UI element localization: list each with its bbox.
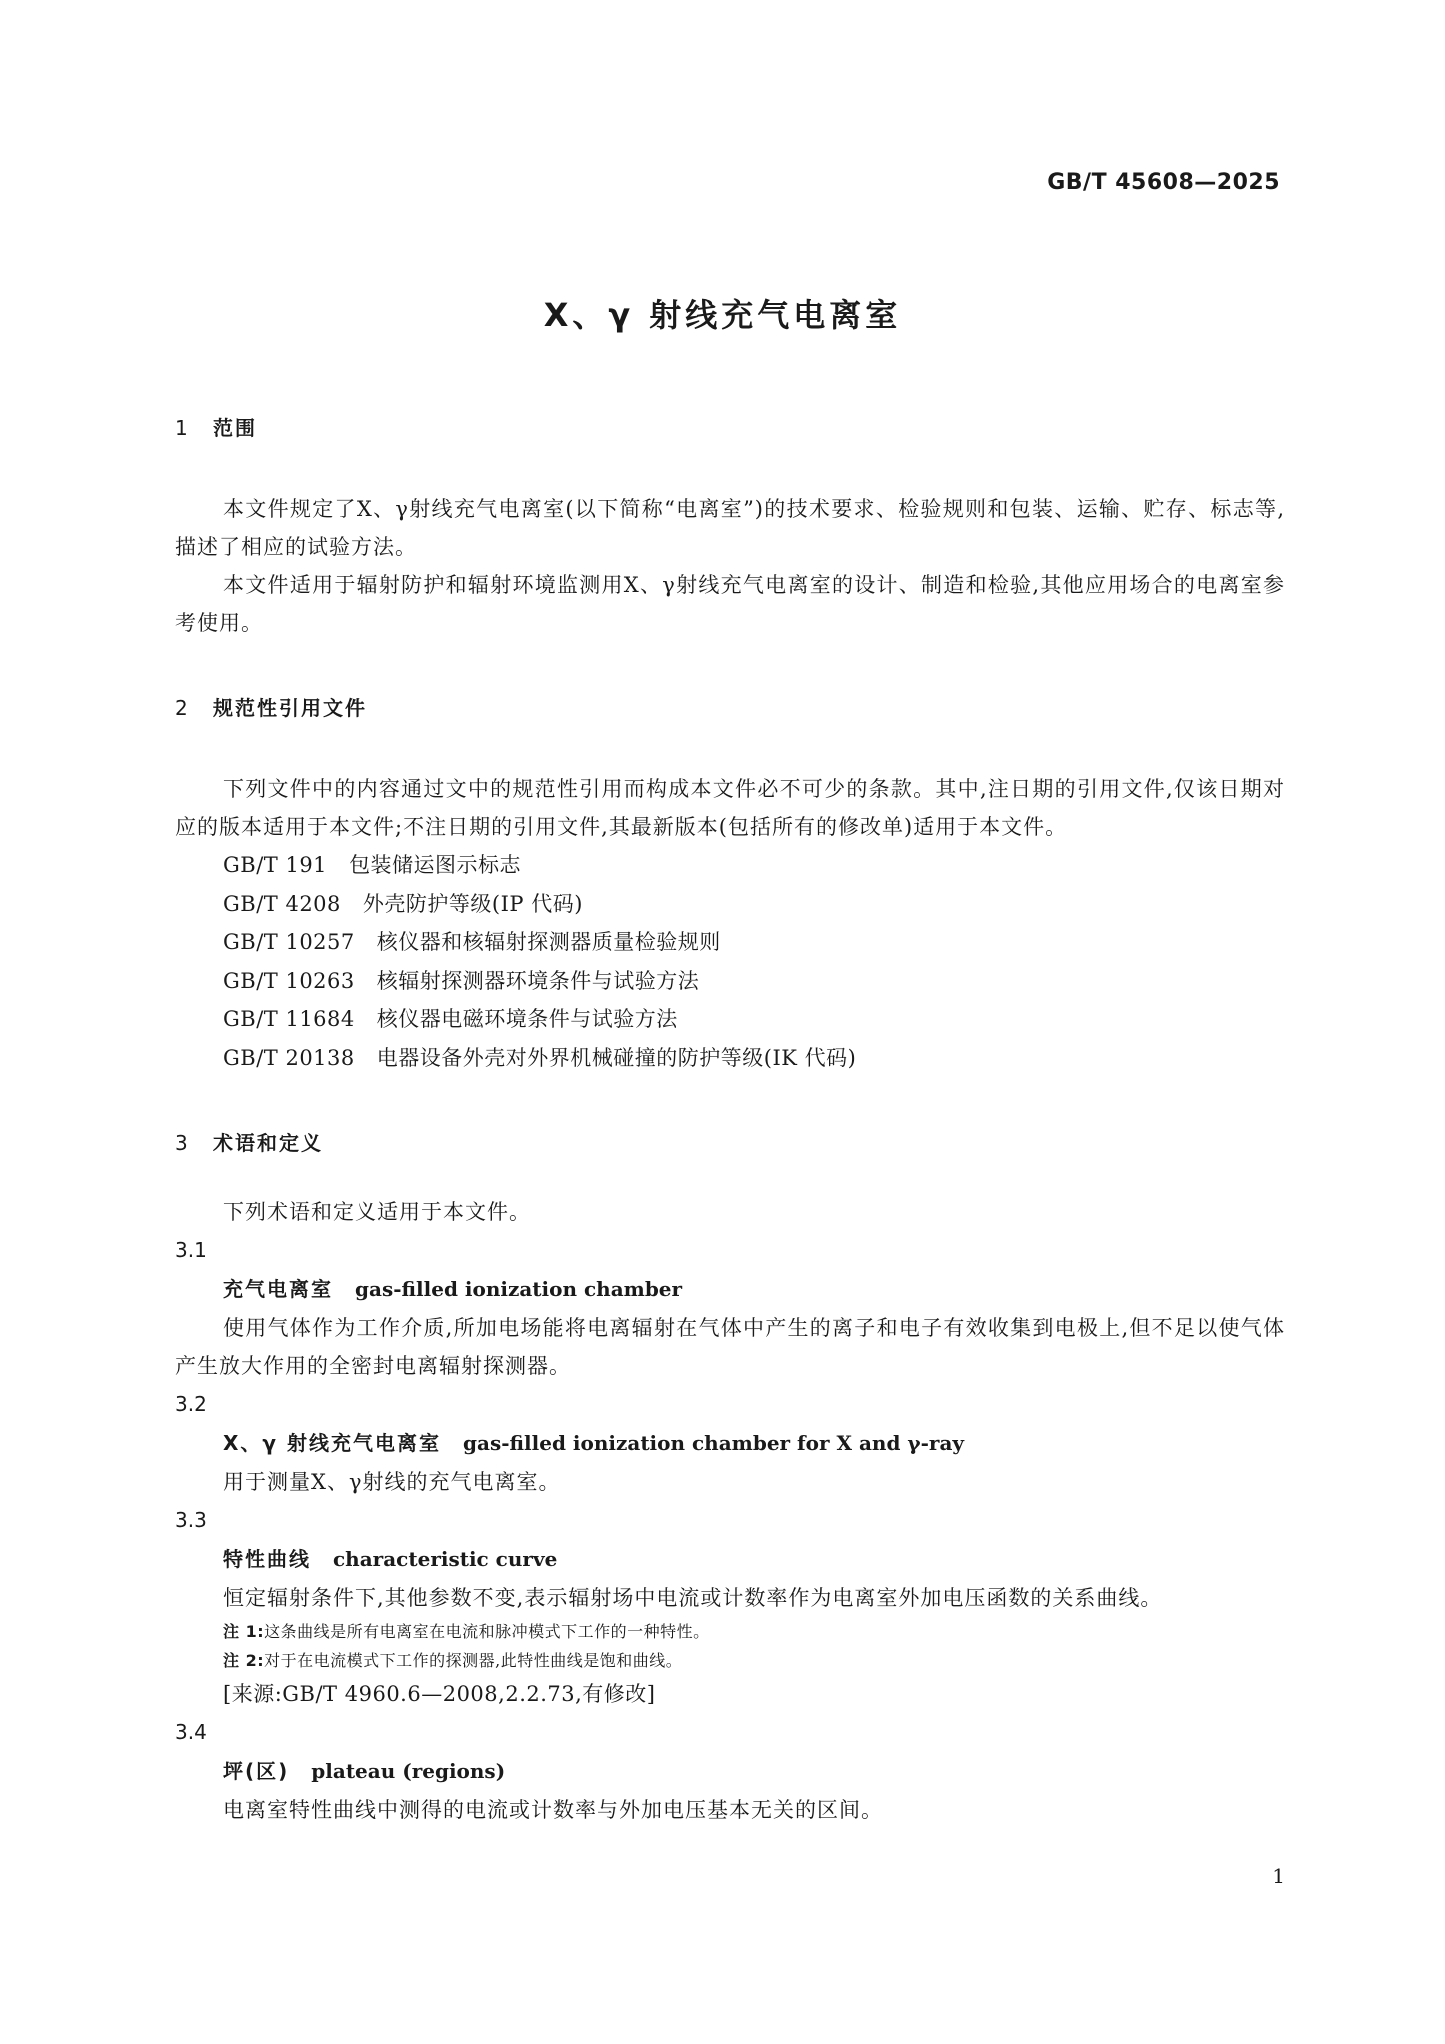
scope-paragraph: 本文件规定了X、γ射线充气电离室(以下简称“电离室”)的技术要求、检验规则和包装、运输、贮存、标志等,描述了相应的试验方法。 bbox=[175, 497, 1285, 559]
reference-item bbox=[175, 846, 1285, 885]
reference-item bbox=[175, 1039, 1285, 1078]
section-number: 3 bbox=[175, 1131, 190, 1155]
term-note bbox=[175, 1617, 1285, 1646]
reference-item bbox=[175, 923, 1285, 962]
term-name-en: characteristic curve bbox=[333, 1547, 558, 1571]
term-name-en: plateau (regions) bbox=[311, 1759, 506, 1783]
reference-code: GB/T 10257 bbox=[223, 930, 355, 954]
section-number: 2 bbox=[175, 696, 190, 720]
term-definition: 用于测量X、γ射线的充气电离室。 bbox=[223, 1470, 561, 1494]
document-title: X、γ 射线充气电离室 bbox=[543, 296, 902, 334]
reference-title: 核仪器电磁环境条件与试验方法 bbox=[376, 1007, 678, 1031]
terms-intro: 下列术语和定义适用于本文件。 bbox=[223, 1200, 531, 1224]
term-name-en: gas-filled ionization chamber for X and γ-ray bbox=[463, 1431, 965, 1455]
reference-code: GB/T 191 bbox=[223, 853, 328, 877]
term-name bbox=[175, 1423, 1285, 1463]
section-title: 术语和定义 bbox=[213, 1131, 323, 1155]
section-title: 规范性引用文件 bbox=[213, 696, 367, 720]
page-number: 1 bbox=[1272, 1864, 1285, 1888]
term-name-zh: X、γ 射线充气电离室 bbox=[223, 1431, 442, 1455]
term-number: 3.3 bbox=[175, 1508, 207, 1532]
term-name-zh: 坪(区) bbox=[223, 1759, 290, 1783]
section-title: 范围 bbox=[213, 416, 257, 440]
reference-code: GB/T 10263 bbox=[223, 968, 355, 993]
reference-code: GB/T 20138 bbox=[223, 1045, 355, 1070]
reference-item bbox=[175, 962, 1285, 1001]
standard-code: GB/T 45608—2025 bbox=[1047, 170, 1280, 195]
section-3-heading bbox=[175, 1123, 1285, 1163]
reference-title: 包装储运图示标志 bbox=[349, 853, 522, 877]
reference-item bbox=[175, 885, 1285, 924]
term-number: 3.1 bbox=[175, 1238, 207, 1262]
term-source: [来源:GB/T 4960.6—2008,2.2.73,有修改] bbox=[223, 1682, 656, 1706]
reference-title: 电器设备外壳对外界机械碰撞的防护等级(IK 代码) bbox=[376, 1045, 857, 1070]
term-definition: 电离室特性曲线中测得的电流或计数率与外加电压基本无关的区间。 bbox=[223, 1798, 883, 1822]
reference-title: 外壳防护等级(IP 代码) bbox=[362, 891, 583, 916]
reference-code: GB/T 4208 bbox=[223, 891, 341, 916]
term-name bbox=[175, 1751, 1285, 1791]
term-definition: 恒定辐射条件下,其他参数不变,表示辐射场中电流或计数率作为电离室外加电压函数的关系曲线。 bbox=[223, 1586, 1163, 1610]
term-name bbox=[175, 1539, 1285, 1579]
term-name-zh: 特性曲线 bbox=[223, 1547, 311, 1571]
term-number: 3.4 bbox=[175, 1720, 207, 1744]
term-name-zh: 充气电离室 bbox=[223, 1277, 333, 1301]
reference-code: GB/T 11684 bbox=[223, 1007, 355, 1031]
term-definition: 使用气体作为工作介质,所加电场能将电离辐射在气体中产生的离子和电子有效收集到电极上,但不足以使气体产生放大作用的全密封电离辐射探测器。 bbox=[175, 1316, 1285, 1378]
term-name bbox=[175, 1269, 1285, 1309]
note-text: 这条曲线是所有电离室在电流和脉冲模式下工作的一种特性。 bbox=[264, 1622, 710, 1641]
term-number: 3.2 bbox=[175, 1392, 207, 1416]
section-2-heading bbox=[175, 688, 1285, 728]
section-1-heading bbox=[175, 408, 1285, 448]
note-label: 注 1: bbox=[223, 1622, 265, 1641]
reference-item bbox=[175, 1000, 1285, 1039]
note-label: 注 2: bbox=[223, 1651, 265, 1670]
term-name-en: gas-filled ionization chamber bbox=[355, 1277, 683, 1301]
references-intro: 下列文件中的内容通过文中的规范性引用而构成本文件必不可少的条款。其中,注日期的引用文件,仅该日期对应的版本适用于本文件;不注日期的引用文件,其最新版本(包括所有的修改单)适用于本文件。 bbox=[175, 777, 1285, 839]
note-text: 对于在电流模式下工作的探测器,此特性曲线是饱和曲线。 bbox=[264, 1651, 683, 1670]
reference-title: 核仪器和核辐射探测器质量检验规则 bbox=[376, 930, 721, 954]
term-note bbox=[175, 1646, 1285, 1675]
document-body bbox=[175, 408, 1285, 1829]
section-number: 1 bbox=[175, 416, 190, 440]
reference-title: 核辐射探测器环境条件与试验方法 bbox=[376, 968, 700, 993]
scope-paragraph: 本文件适用于辐射防护和辐射环境监测用X、γ射线充气电离室的设计、制造和检验,其他应用场合的电离室参考使用。 bbox=[175, 573, 1285, 635]
